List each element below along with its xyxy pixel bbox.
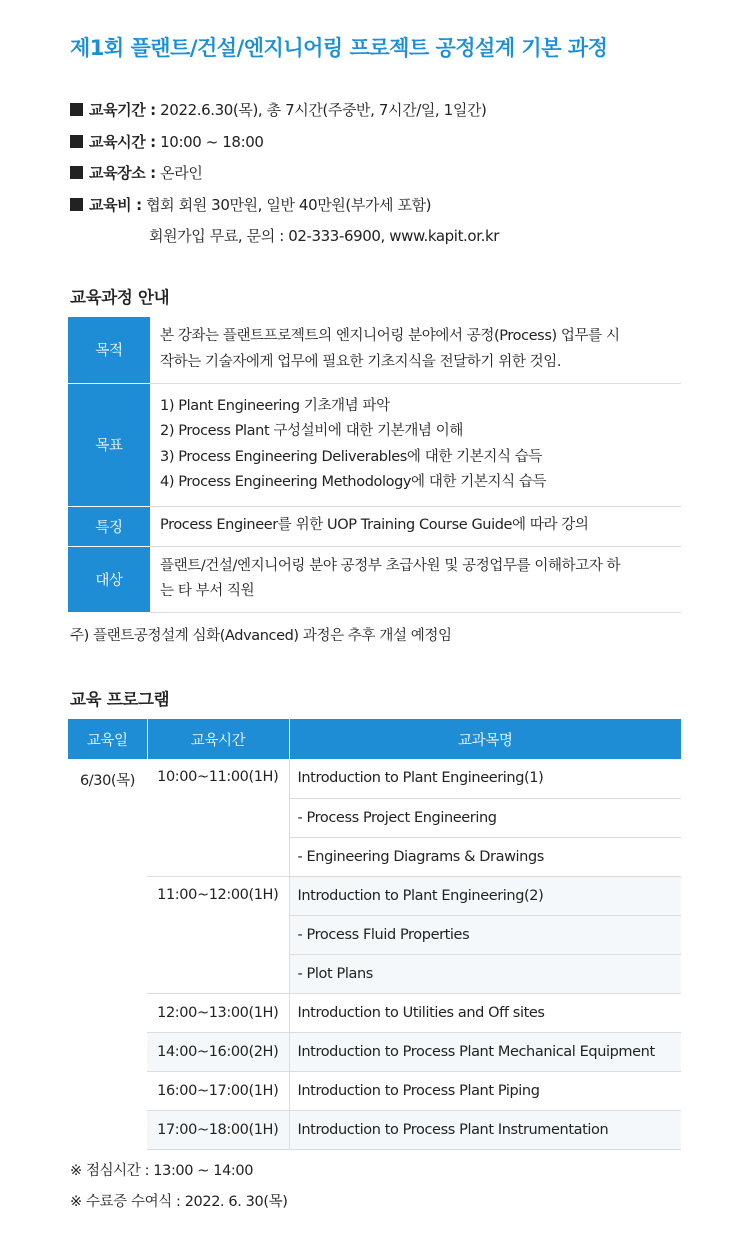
square-bullet-icon	[70, 166, 83, 179]
header-subject: 교과목명	[289, 719, 681, 759]
program-header-row	[68, 719, 681, 759]
guide-heading: 교육과정 안내	[70, 288, 170, 307]
info-time-label: 교육시간 :	[89, 132, 156, 151]
guide-row-purpose	[68, 317, 681, 383]
info-period	[70, 95, 499, 127]
page-title: 제1회 플랜트/건설/엔지니어링 프로젝트 공정설계 기본 과정	[70, 36, 608, 60]
guide-row-goal	[68, 383, 681, 506]
program-subject: Introduction to Plant Engineering(1)	[289, 759, 681, 798]
guide-line: 작하는 기술자에게 업무에 필요한 기초지식을 전달하기 위한 것임.	[160, 353, 562, 370]
guide-row-target	[68, 546, 681, 612]
info-fee	[70, 190, 499, 222]
table-row	[68, 993, 681, 1032]
program-subject: Introduction to Utilities and Off sites	[289, 993, 681, 1032]
program-time: 14:00~16:00(2H)	[147, 1032, 289, 1071]
square-bullet-icon	[70, 103, 83, 116]
program-subject: Introduction to Process Plant Instrumentation	[289, 1110, 681, 1149]
info-period-label: 교육기간 :	[89, 101, 156, 119]
guide-table	[68, 317, 681, 613]
table-row	[68, 1071, 681, 1110]
guide-line: 4) Process Engineering Methodology에 대한 기본지식 습득	[160, 474, 547, 490]
guide-line: Process Engineer를 위한 UOP Training Course Guide에 따라 강의	[160, 517, 589, 534]
program-table	[68, 719, 681, 1150]
guide-line: 3) Process Engineering Deliverables에 대한 기본지식 습득	[160, 448, 543, 465]
info-time-value: 10:00 ~ 18:00	[160, 132, 264, 151]
guide-content-feature	[150, 506, 681, 546]
program-subject: Introduction to Process Plant Mechanical Equipment	[289, 1032, 681, 1071]
guide-label-feature: 특징	[68, 506, 150, 546]
guide-content-target	[150, 546, 681, 612]
guide-line: 1) Plant Engineering 기초개념 파악	[160, 397, 390, 414]
table-row	[68, 759, 681, 798]
info-place-value: 온라인	[160, 164, 203, 182]
info-place-label: 교육장소 :	[89, 164, 156, 182]
guide-line: 플랜트/건설/엔지니어링 분야 공정부 초급사원 및 공정업무를 이해하고자 하	[160, 557, 621, 574]
guide-row-feature	[68, 506, 681, 546]
table-row	[68, 876, 681, 915]
program-time: 17:00~18:00(1H)	[147, 1110, 289, 1149]
guide-content-goal	[150, 383, 681, 506]
program-note-ceremony: ※ 수료증 수여식 : 2022. 6. 30(목)	[70, 1194, 288, 1210]
program-heading: 교육 프로그램	[70, 690, 170, 709]
program-subject: - Plot Plans	[289, 954, 681, 993]
guide-label-target: 대상	[68, 546, 150, 612]
info-fee-label: 교육비 :	[89, 195, 142, 214]
program-date: 6/30(목)	[79, 773, 136, 789]
program-time: 10:00~11:00(1H)	[147, 759, 289, 876]
guide-line: 본 강좌는 플랜트프로젝트의 엔지니어링 분야에서 공정(Process) 업무를 시	[160, 328, 620, 345]
program-subject: - Process Project Engineering	[289, 798, 681, 837]
square-bullet-icon	[70, 135, 83, 148]
info-fee-note: 회원가입 무료, 문의 : 02-333-6900, www.kapit.or.kr	[149, 227, 500, 245]
guide-label-goal: 목표	[68, 383, 150, 506]
table-row	[68, 1110, 681, 1149]
info-time	[70, 127, 499, 159]
info-fee-value: 협회 회원 30만원, 일반 40만원(부가세 포함)	[146, 195, 432, 214]
info-place	[70, 158, 499, 190]
guide-content-purpose	[150, 317, 681, 383]
course-info	[70, 95, 499, 253]
guide-line: 2) Process Plant 구성설비에 대한 기본개념 이해	[160, 423, 463, 439]
program-subject: - Engineering Diagrams & Drawings	[289, 837, 681, 876]
guide-note: 주) 플랜트공정설계 심화(Advanced) 과정은 추후 개설 예정임	[70, 628, 452, 644]
table-row	[68, 1032, 681, 1071]
program-note-lunch: ※ 점심시간 : 13:00 ~ 14:00	[70, 1163, 254, 1179]
program-subject: Introduction to Process Plant Piping	[289, 1071, 681, 1110]
square-bullet-icon	[70, 198, 83, 211]
program-time: 16:00~17:00(1H)	[147, 1071, 289, 1110]
program-subject: Introduction to Plant Engineering(2)	[289, 876, 681, 915]
program-time: 12:00~13:00(1H)	[147, 993, 289, 1032]
header-date: 교육일	[68, 719, 147, 759]
guide-label-purpose: 목적	[68, 317, 150, 383]
info-period-value: 2022.6.30(목), 총 7시간(주중반, 7시간/일, 1일간)	[160, 101, 487, 119]
program-time: 11:00~12:00(1H)	[147, 876, 289, 993]
program-subject: - Process Fluid Properties	[289, 915, 681, 954]
guide-line: 는 타 부서 직원	[160, 583, 255, 599]
header-time: 교육시간	[147, 719, 289, 759]
